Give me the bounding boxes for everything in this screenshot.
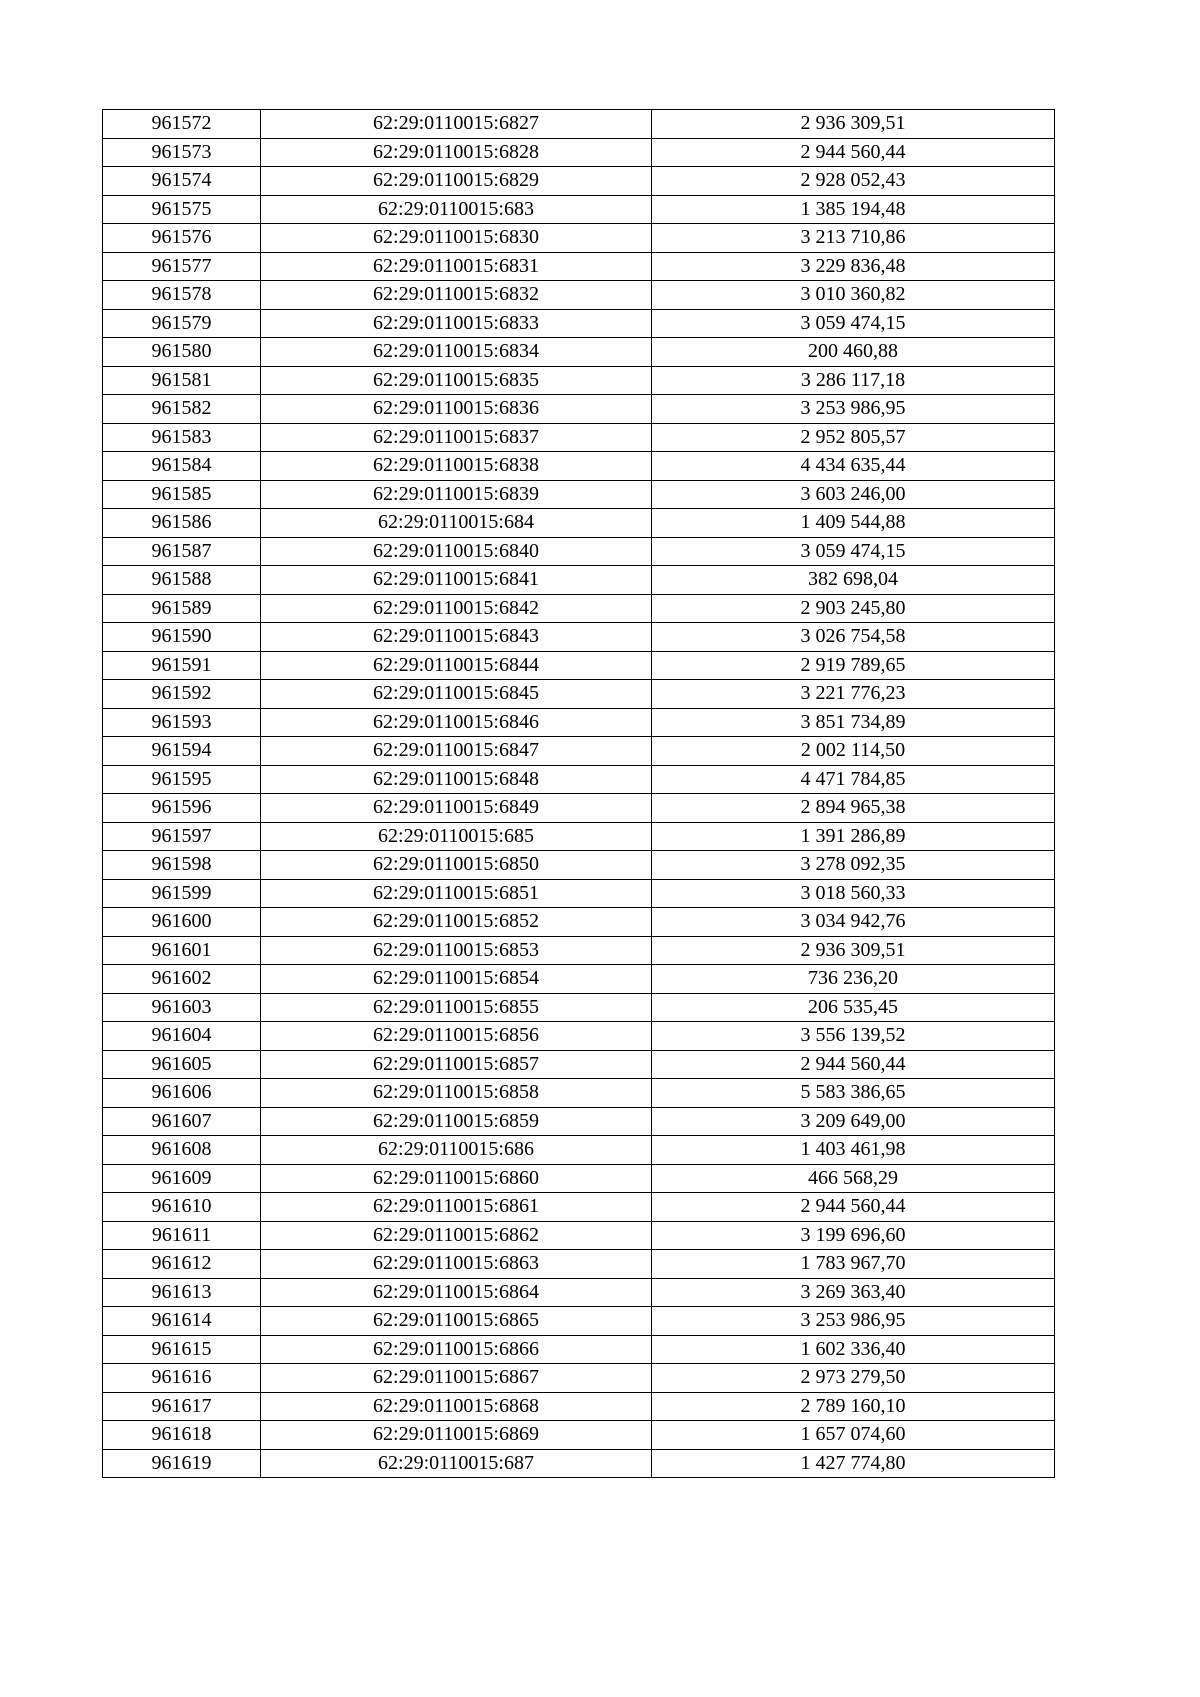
table-row	[103, 110, 1055, 139]
cadastral-value-cell: 736 236,20	[652, 965, 1055, 994]
row-number-cell: 961578	[103, 281, 261, 310]
cadastral-value-cell: 3 556 139,52	[652, 1022, 1055, 1051]
cadastral-value-cell: 3 209 649,00	[652, 1107, 1055, 1136]
cadastral-number-cell: 62:29:0110015:6861	[261, 1193, 652, 1222]
row-number-cell: 961574	[103, 167, 261, 196]
cadastral-value-cell: 2 944 560,44	[652, 1193, 1055, 1222]
cadastral-number-cell: 62:29:0110015:6849	[261, 794, 652, 823]
row-number-cell: 961581	[103, 366, 261, 395]
row-number-cell: 961615	[103, 1335, 261, 1364]
row-number-cell: 961589	[103, 594, 261, 623]
row-number-cell: 961586	[103, 509, 261, 538]
cadastral-value-cell: 3 851 734,89	[652, 708, 1055, 737]
table-body	[103, 110, 1055, 1478]
cadastral-number-cell: 62:29:0110015:6852	[261, 908, 652, 937]
table-row	[103, 338, 1055, 367]
cadastral-value-cell: 2 789 160,10	[652, 1392, 1055, 1421]
row-number-cell: 961608	[103, 1136, 261, 1165]
cadastral-value-cell: 1 403 461,98	[652, 1136, 1055, 1165]
table-row	[103, 1278, 1055, 1307]
cadastral-number-cell: 62:29:0110015:6865	[261, 1307, 652, 1336]
cadastral-number-cell: 62:29:0110015:6869	[261, 1421, 652, 1450]
table-row	[103, 1392, 1055, 1421]
table-row	[103, 1164, 1055, 1193]
table-row	[103, 708, 1055, 737]
table-row	[103, 1335, 1055, 1364]
table-row	[103, 794, 1055, 823]
cadastral-value-cell: 3 253 986,95	[652, 1307, 1055, 1336]
table-row	[103, 1136, 1055, 1165]
cadastral-value-cell: 2 936 309,51	[652, 110, 1055, 139]
row-number-cell: 961611	[103, 1221, 261, 1250]
table-row	[103, 594, 1055, 623]
cadastral-value-cell: 3 059 474,15	[652, 537, 1055, 566]
row-number-cell: 961601	[103, 936, 261, 965]
cadastral-value-cell: 2 944 560,44	[652, 1050, 1055, 1079]
cadastral-value-cell: 4 471 784,85	[652, 765, 1055, 794]
row-number-cell: 961584	[103, 452, 261, 481]
table-row	[103, 623, 1055, 652]
cadastral-number-cell: 62:29:0110015:6835	[261, 366, 652, 395]
row-number-cell: 961579	[103, 309, 261, 338]
cadastral-number-cell: 62:29:0110015:6848	[261, 765, 652, 794]
cadastral-value-cell: 3 199 696,60	[652, 1221, 1055, 1250]
row-number-cell: 961596	[103, 794, 261, 823]
cadastral-value-cell: 3 286 117,18	[652, 366, 1055, 395]
cadastral-number-cell: 62:29:0110015:6840	[261, 537, 652, 566]
table-row	[103, 651, 1055, 680]
cadastral-number-cell: 62:29:0110015:6854	[261, 965, 652, 994]
table-row	[103, 851, 1055, 880]
cadastral-value-cell: 3 026 754,58	[652, 623, 1055, 652]
cadastral-number-cell: 62:29:0110015:6834	[261, 338, 652, 367]
row-number-cell: 961612	[103, 1250, 261, 1279]
cadastral-number-cell: 62:29:0110015:6850	[261, 851, 652, 880]
cadastral-value-cell: 206 535,45	[652, 993, 1055, 1022]
table-row	[103, 1250, 1055, 1279]
cadastral-value-cell: 1 427 774,80	[652, 1449, 1055, 1478]
cadastral-value-cell: 5 583 386,65	[652, 1079, 1055, 1108]
row-number-cell: 961591	[103, 651, 261, 680]
cadastral-number-cell: 62:29:0110015:6867	[261, 1364, 652, 1393]
cadastral-number-cell: 62:29:0110015:683	[261, 195, 652, 224]
table-row	[103, 1221, 1055, 1250]
cadastral-number-cell: 62:29:0110015:6844	[261, 651, 652, 680]
table-row	[103, 737, 1055, 766]
cadastral-value-cell: 3 059 474,15	[652, 309, 1055, 338]
cadastral-number-cell: 62:29:0110015:6851	[261, 879, 652, 908]
row-number-cell: 961585	[103, 480, 261, 509]
row-number-cell: 961593	[103, 708, 261, 737]
row-number-cell: 961617	[103, 1392, 261, 1421]
row-number-cell: 961588	[103, 566, 261, 595]
cadastral-value-cell: 3 229 836,48	[652, 252, 1055, 281]
row-number-cell: 961606	[103, 1079, 261, 1108]
row-number-cell: 961603	[103, 993, 261, 1022]
row-number-cell: 961592	[103, 680, 261, 709]
row-number-cell: 961573	[103, 138, 261, 167]
table-row	[103, 1421, 1055, 1450]
table-row	[103, 993, 1055, 1022]
cadastral-value-cell: 2 928 052,43	[652, 167, 1055, 196]
table-row	[103, 252, 1055, 281]
cadastral-value-cell: 3 221 776,23	[652, 680, 1055, 709]
cadastral-value-cell: 3 018 560,33	[652, 879, 1055, 908]
cadastral-value-cell: 382 698,04	[652, 566, 1055, 595]
row-number-cell: 961580	[103, 338, 261, 367]
row-number-cell: 961595	[103, 765, 261, 794]
row-number-cell: 961605	[103, 1050, 261, 1079]
cadastral-number-cell: 62:29:0110015:6843	[261, 623, 652, 652]
row-number-cell: 961576	[103, 224, 261, 253]
row-number-cell: 961619	[103, 1449, 261, 1478]
cadastral-number-cell: 62:29:0110015:6832	[261, 281, 652, 310]
cadastral-number-cell: 62:29:0110015:6855	[261, 993, 652, 1022]
cadastral-value-cell: 3 269 363,40	[652, 1278, 1055, 1307]
cadastral-value-cell: 1 657 074,60	[652, 1421, 1055, 1450]
cadastral-number-cell: 62:29:0110015:6837	[261, 423, 652, 452]
table-row	[103, 1079, 1055, 1108]
table-row	[103, 1364, 1055, 1393]
cadastral-value-cell: 2 919 789,65	[652, 651, 1055, 680]
row-number-cell: 961577	[103, 252, 261, 281]
cadastral-value-cell: 2 973 279,50	[652, 1364, 1055, 1393]
cadastral-number-cell: 62:29:0110015:6864	[261, 1278, 652, 1307]
cadastral-value-cell: 2 903 245,80	[652, 594, 1055, 623]
cadastral-value-cell: 1 602 336,40	[652, 1335, 1055, 1364]
cadastral-value-table	[102, 109, 1055, 1478]
cadastral-value-cell: 3 253 986,95	[652, 395, 1055, 424]
row-number-cell: 961599	[103, 879, 261, 908]
cadastral-value-cell: 3 278 092,35	[652, 851, 1055, 880]
table-row	[103, 366, 1055, 395]
cadastral-number-cell: 62:29:0110015:6831	[261, 252, 652, 281]
cadastral-value-cell: 2 944 560,44	[652, 138, 1055, 167]
table-row	[103, 309, 1055, 338]
cadastral-number-cell: 62:29:0110015:6845	[261, 680, 652, 709]
table-row	[103, 167, 1055, 196]
row-number-cell: 961610	[103, 1193, 261, 1222]
table-row	[103, 936, 1055, 965]
table-row	[103, 1107, 1055, 1136]
cadastral-number-cell: 62:29:0110015:684	[261, 509, 652, 538]
cadastral-number-cell: 62:29:0110015:686	[261, 1136, 652, 1165]
row-number-cell: 961616	[103, 1364, 261, 1393]
cadastral-number-cell: 62:29:0110015:6841	[261, 566, 652, 595]
cadastral-number-cell: 62:29:0110015:6858	[261, 1079, 652, 1108]
cadastral-value-cell: 3 213 710,86	[652, 224, 1055, 253]
cadastral-value-cell: 1 385 194,48	[652, 195, 1055, 224]
table-row	[103, 452, 1055, 481]
row-number-cell: 961609	[103, 1164, 261, 1193]
cadastral-number-cell: 62:29:0110015:6857	[261, 1050, 652, 1079]
row-number-cell: 961594	[103, 737, 261, 766]
cadastral-value-cell: 3 010 360,82	[652, 281, 1055, 310]
cadastral-number-cell: 62:29:0110015:6868	[261, 1392, 652, 1421]
cadastral-number-cell: 62:29:0110015:685	[261, 822, 652, 851]
table-row	[103, 1050, 1055, 1079]
cadastral-value-cell: 2 952 805,57	[652, 423, 1055, 452]
cadastral-value-cell: 1 783 967,70	[652, 1250, 1055, 1279]
cadastral-value-cell: 2 002 114,50	[652, 737, 1055, 766]
cadastral-value-cell: 2 936 309,51	[652, 936, 1055, 965]
row-number-cell: 961600	[103, 908, 261, 937]
row-number-cell: 961575	[103, 195, 261, 224]
cadastral-number-cell: 62:29:0110015:6833	[261, 309, 652, 338]
table-row	[103, 680, 1055, 709]
cadastral-number-cell: 62:29:0110015:6842	[261, 594, 652, 623]
cadastral-number-cell: 62:29:0110015:6866	[261, 1335, 652, 1364]
table-row	[103, 1022, 1055, 1051]
cadastral-number-cell: 62:29:0110015:6828	[261, 138, 652, 167]
table-row	[103, 138, 1055, 167]
cadastral-value-cell: 3 603 246,00	[652, 480, 1055, 509]
table-row	[103, 195, 1055, 224]
cadastral-number-cell: 62:29:0110015:6859	[261, 1107, 652, 1136]
row-number-cell: 961583	[103, 423, 261, 452]
cadastral-number-cell: 62:29:0110015:6839	[261, 480, 652, 509]
cadastral-value-cell: 1 409 544,88	[652, 509, 1055, 538]
cadastral-number-cell: 62:29:0110015:6856	[261, 1022, 652, 1051]
table-row	[103, 566, 1055, 595]
table-row	[103, 1449, 1055, 1478]
cadastral-number-cell: 62:29:0110015:6846	[261, 708, 652, 737]
table-row	[103, 908, 1055, 937]
cadastral-value-cell: 466 568,29	[652, 1164, 1055, 1193]
row-number-cell: 961602	[103, 965, 261, 994]
table-row	[103, 765, 1055, 794]
table-row	[103, 1193, 1055, 1222]
cadastral-value-cell: 1 391 286,89	[652, 822, 1055, 851]
table-row	[103, 423, 1055, 452]
cadastral-number-cell: 62:29:0110015:6827	[261, 110, 652, 139]
cadastral-number-cell: 62:29:0110015:6838	[261, 452, 652, 481]
row-number-cell: 961614	[103, 1307, 261, 1336]
row-number-cell: 961572	[103, 110, 261, 139]
cadastral-number-cell: 62:29:0110015:6830	[261, 224, 652, 253]
table-row	[103, 509, 1055, 538]
row-number-cell: 961582	[103, 395, 261, 424]
cadastral-number-cell: 62:29:0110015:687	[261, 1449, 652, 1478]
row-number-cell: 961604	[103, 1022, 261, 1051]
table-row	[103, 480, 1055, 509]
cadastral-number-cell: 62:29:0110015:6847	[261, 737, 652, 766]
row-number-cell: 961590	[103, 623, 261, 652]
table-row	[103, 224, 1055, 253]
cadastral-number-cell: 62:29:0110015:6836	[261, 395, 652, 424]
table-row	[103, 537, 1055, 566]
row-number-cell: 961618	[103, 1421, 261, 1450]
cadastral-value-cell: 2 894 965,38	[652, 794, 1055, 823]
cadastral-number-cell: 62:29:0110015:6853	[261, 936, 652, 965]
cadastral-value-cell: 200 460,88	[652, 338, 1055, 367]
row-number-cell: 961597	[103, 822, 261, 851]
table-row	[103, 395, 1055, 424]
row-number-cell: 961598	[103, 851, 261, 880]
row-number-cell: 961613	[103, 1278, 261, 1307]
table-row	[103, 281, 1055, 310]
cadastral-number-cell: 62:29:0110015:6829	[261, 167, 652, 196]
cadastral-number-cell: 62:29:0110015:6863	[261, 1250, 652, 1279]
cadastral-value-cell: 4 434 635,44	[652, 452, 1055, 481]
table-row	[103, 879, 1055, 908]
table-row	[103, 1307, 1055, 1336]
row-number-cell: 961587	[103, 537, 261, 566]
row-number-cell: 961607	[103, 1107, 261, 1136]
table-row	[103, 965, 1055, 994]
cadastral-number-cell: 62:29:0110015:6862	[261, 1221, 652, 1250]
cadastral-number-cell: 62:29:0110015:6860	[261, 1164, 652, 1193]
table-row	[103, 822, 1055, 851]
cadastral-value-cell: 3 034 942,76	[652, 908, 1055, 937]
